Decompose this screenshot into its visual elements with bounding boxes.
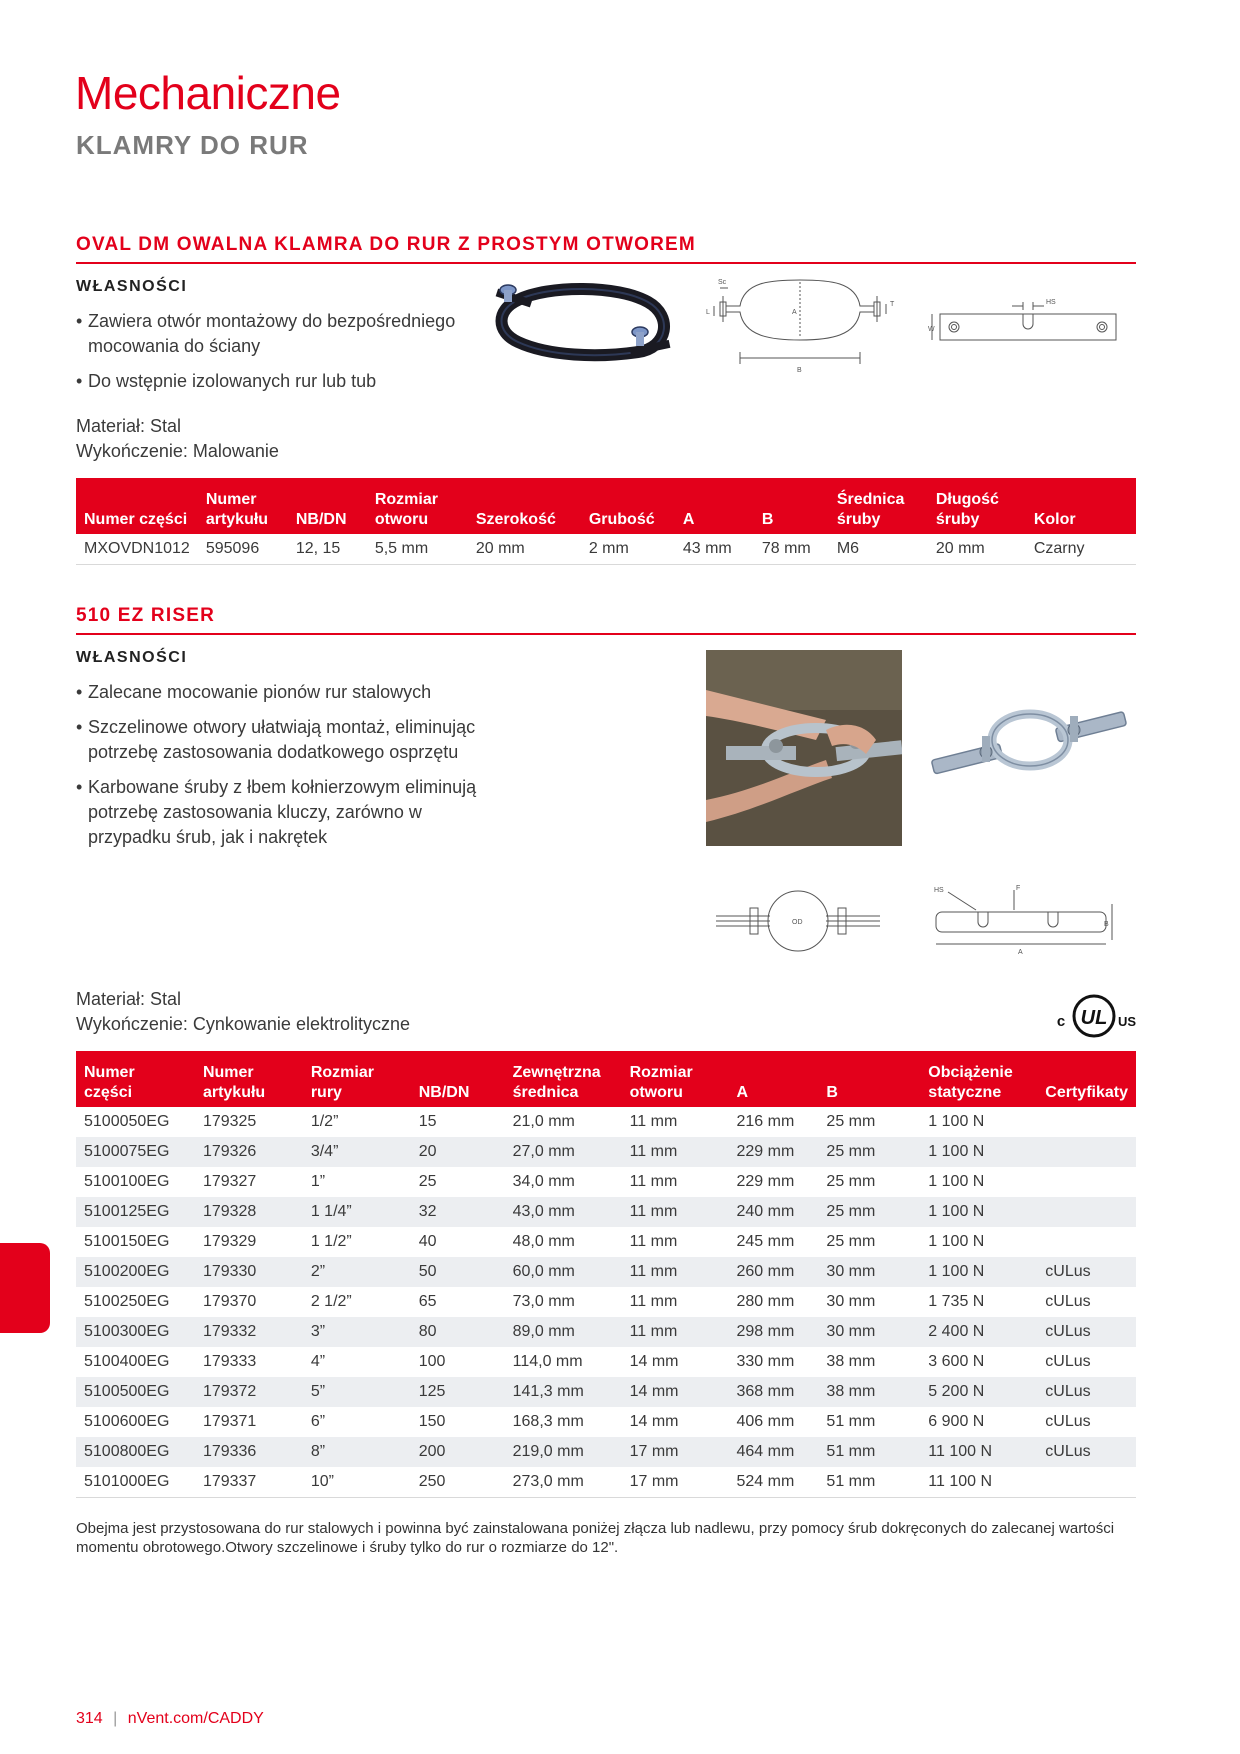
section1-properties-heading: WŁASNOŚCI (76, 278, 188, 295)
table-header: Obciążenie statyczne (920, 1051, 1037, 1107)
table-cell: 5100050EG (84, 1113, 170, 1130)
table-cell: 125 (411, 1377, 505, 1407)
table-cell: 240 mm (728, 1197, 818, 1227)
dim-label-hs: HS (934, 887, 944, 894)
footer-url[interactable]: nVent.com/CADDY (127, 1710, 264, 1727)
table-cell: cULus (1045, 1413, 1091, 1430)
table-cell: 1 735 N (928, 1293, 985, 1310)
table-cell: 43 mm (675, 534, 754, 565)
table-row (76, 1377, 1136, 1407)
page-subtitle: KLAMRY DO RUR (76, 130, 309, 160)
table-cell: 2 400 N (920, 1317, 1037, 1347)
dim-label-od: OD (792, 919, 803, 926)
page-title: Mechaniczne (75, 67, 341, 119)
table-cell: 25 (418, 1173, 437, 1190)
table-header: Zewnętrzna średnica (505, 1051, 622, 1107)
table-cell: cULus (1045, 1293, 1091, 1310)
table-cell: 2” (303, 1257, 411, 1287)
table-header: Numer artykułu (198, 478, 288, 534)
table-row (76, 1317, 1136, 1347)
table-row (76, 1407, 1136, 1437)
oval-clamp-front-drawing (700, 276, 900, 376)
table-cell: 5100300EG (76, 1317, 195, 1347)
table-cell: 524 mm (728, 1467, 818, 1498)
section1-finish: Wykończenie: Malowanie (76, 441, 279, 461)
table-row (76, 1107, 1136, 1137)
table-cell: 5” (303, 1377, 411, 1407)
riser-clamp-image (930, 700, 1130, 790)
table-cell: 200 (411, 1437, 505, 1467)
section1-rule (76, 262, 1136, 264)
oval-clamp-image (488, 280, 678, 365)
table-cell: 100 (418, 1353, 446, 1370)
table-row (76, 1437, 1136, 1467)
table-cell: 43,0 mm (505, 1197, 622, 1227)
section2-title: 510 EZ RISER (76, 605, 216, 626)
section2-properties-heading: WŁASNOŚCI (76, 649, 188, 666)
table-cell: 5101000EG (76, 1467, 195, 1498)
table-cell: 229 mm (728, 1137, 818, 1167)
table-row (76, 1467, 1136, 1498)
table-cell: 27,0 mm (505, 1137, 622, 1167)
table-cell: 229 mm (736, 1173, 795, 1190)
table-cell: cULus (1037, 1437, 1136, 1467)
table-cell: 51 mm (818, 1467, 920, 1498)
table-cell: 5100250EG (84, 1293, 170, 1310)
table-cell: 38 mm (818, 1377, 920, 1407)
table-cell: 219,0 mm (505, 1437, 622, 1467)
table-cell: 25 mm (826, 1173, 876, 1190)
section2-table-body (76, 1107, 1136, 1498)
table-cell: 406 mm (736, 1413, 795, 1430)
table-cell: 179337 (195, 1467, 303, 1498)
table-cell: 179325 (202, 1113, 257, 1130)
table-cell: 20 mm (928, 534, 1026, 565)
dim-label-a: A (1018, 949, 1023, 956)
table-cell: 280 mm (736, 1293, 795, 1310)
table-cell (1037, 1227, 1136, 1257)
table-cell: MXOVDN1012 (76, 534, 198, 565)
table-cell: 179327 (202, 1173, 257, 1190)
table-cell: 21,0 mm (512, 1113, 575, 1130)
table-cell: 3 600 N (928, 1353, 985, 1370)
section2-finish: Wykończenie: Cynkowanie elektrolityczne (76, 1014, 410, 1034)
table-cell: 5100075EG (76, 1137, 195, 1167)
dim-label-sc: Sc (718, 279, 727, 286)
section1-spec-table (76, 478, 1136, 565)
table-cell: cULus (1037, 1257, 1136, 1287)
table-cell: 30 mm (818, 1317, 920, 1347)
section1-bullet: • Do wstępnie izolowanych rur lub tub (76, 369, 496, 394)
table-cell: 179329 (202, 1233, 257, 1250)
table-cell: 25 mm (818, 1137, 920, 1167)
table-cell: 51 mm (826, 1413, 876, 1430)
table-row (76, 534, 1136, 565)
table-cell: 34,0 mm (512, 1173, 575, 1190)
c-mark: c (1056, 1013, 1066, 1030)
table-cell: 179370 (202, 1293, 257, 1310)
section2-material: Materiał: Stal (76, 989, 182, 1009)
table-cell: 1 1/2” (310, 1233, 352, 1250)
table-cell: 179336 (195, 1437, 303, 1467)
table-cell: 179328 (195, 1197, 303, 1227)
table-cell: 1 100 N (920, 1257, 1037, 1287)
riser-strap-drawing (928, 880, 1118, 960)
table-cell: 2 1/2” (310, 1293, 352, 1310)
table-cell: 11 mm (622, 1317, 729, 1347)
table-cell: 14 mm (629, 1353, 679, 1370)
table-header: Szerokość (468, 478, 581, 534)
table-cell: 1 100 N (920, 1137, 1037, 1167)
table-cell: cULus (1045, 1353, 1091, 1370)
table-cell: 73,0 mm (512, 1293, 575, 1310)
table-cell: 3/4” (303, 1137, 411, 1167)
table-cell: 114,0 mm (512, 1353, 583, 1370)
section2-bullet: • Szczelinowe otwory ułatwiają montaż, eliminując potrzebę zastosowania dodatkowego osprzętu (76, 715, 496, 765)
table-cell: cULus (1037, 1317, 1136, 1347)
dim-label-b: B (797, 367, 802, 374)
table-cell: 168,3 mm (512, 1413, 584, 1430)
section1-table-body (76, 534, 1136, 565)
page-number: 314 (76, 1710, 103, 1727)
table-cell: 11 mm (622, 1137, 729, 1167)
table-header: Średnica śruby (829, 478, 928, 534)
table-cell: 5,5 mm (367, 534, 468, 565)
table-cell: 5100800EG (76, 1437, 195, 1467)
table-cell: 1 100 N (920, 1197, 1037, 1227)
table-cell: 11 100 N (920, 1467, 1037, 1498)
table-cell: 150 (418, 1413, 446, 1430)
dim-label-l: L (706, 309, 710, 316)
dim-label-a: A (792, 309, 797, 316)
table-cell: 11 mm (629, 1293, 678, 1310)
table-cell (1037, 1137, 1136, 1167)
table-cell: 80 (411, 1317, 505, 1347)
table-cell: 38 mm (826, 1353, 876, 1370)
table-cell: 298 mm (728, 1317, 818, 1347)
table-cell: 89,0 mm (505, 1317, 622, 1347)
table-cell: 5100200EG (76, 1257, 195, 1287)
table-cell: 1 1/4” (303, 1197, 411, 1227)
table-cell: 1 100 N (928, 1173, 985, 1190)
table-cell: 216 mm (736, 1113, 795, 1130)
dim-label-t: T (890, 301, 895, 308)
table-header: Numer części (76, 1051, 195, 1107)
table-header: Numer artykułu (195, 1051, 303, 1107)
section2-bullet: • Zalecane mocowanie pionów rur stalowych (76, 680, 496, 705)
table-cell: 15 (418, 1113, 437, 1130)
table-header: NB/DN (288, 478, 367, 534)
table-header: NB/DN (411, 1051, 505, 1107)
table-cell: 5100150EG (84, 1233, 170, 1250)
table-cell: 1 100 N (928, 1233, 985, 1250)
culus-logo (1050, 992, 1140, 1040)
table-cell: 464 mm (728, 1437, 818, 1467)
table-header: Rozmiar otworu (367, 478, 468, 534)
table-cell: 17 mm (622, 1437, 729, 1467)
table-header: B (754, 478, 829, 534)
table-cell: 25 mm (818, 1197, 920, 1227)
section2-rule (76, 633, 1136, 635)
page-footer (76, 1710, 264, 1728)
table-row (76, 1227, 1136, 1257)
table-cell: 260 mm (728, 1257, 818, 1287)
table-cell: 5100400EG (84, 1353, 170, 1370)
table-cell: 273,0 mm (505, 1467, 622, 1498)
installation-photo (706, 650, 902, 846)
table-cell: 330 mm (736, 1353, 795, 1370)
table-row (76, 1347, 1136, 1377)
table-cell: 20 (411, 1137, 505, 1167)
table-header: A (728, 1051, 818, 1107)
table-cell: 179330 (195, 1257, 303, 1287)
table-cell: 179333 (202, 1353, 257, 1370)
table-cell: 5100125EG (76, 1197, 195, 1227)
table-header: Grubość (581, 478, 675, 534)
table-cell (1037, 1467, 1136, 1498)
table-cell: 51 mm (818, 1437, 920, 1467)
table-header: Rozmiar otworu (622, 1051, 729, 1107)
table-cell: 17 mm (622, 1467, 729, 1498)
table-cell: 595096 (198, 534, 288, 565)
table-cell: cULus (1037, 1377, 1136, 1407)
table-cell: 11 mm (622, 1197, 729, 1227)
table-cell: 14 mm (629, 1413, 679, 1430)
section1-title: OVAL DM OWALNA KLAMRA DO RUR Z PROSTYM OTWOREM (76, 234, 696, 255)
table-cell: 65 (418, 1293, 437, 1310)
table-row (76, 1287, 1136, 1317)
dim-label-w: W (928, 326, 935, 333)
table-cell: 5 200 N (920, 1377, 1037, 1407)
table-cell: 141,3 mm (505, 1377, 622, 1407)
dim-label-hs: HS (1046, 299, 1056, 306)
section1-material: Materiał: Stal (76, 416, 182, 436)
table-cell: 14 mm (622, 1377, 729, 1407)
table-cell: 6 900 N (928, 1413, 985, 1430)
section2-bullet: • Karbowane śruby z łbem kołnierzowym eliminują potrzebę zastosowania kluczy, zarówno w przypadku śrub, jak i nakrętek (76, 775, 496, 850)
table-cell: 32 (411, 1197, 505, 1227)
us-mark: US (1117, 1014, 1137, 1029)
section2-spec-table (76, 1051, 1136, 1498)
table-row (76, 1257, 1136, 1287)
table-cell (1037, 1197, 1136, 1227)
table-cell: 368 mm (728, 1377, 818, 1407)
table-cell: 10” (303, 1467, 411, 1498)
table-cell (1037, 1107, 1136, 1137)
table-header: A (675, 478, 754, 534)
table-cell: 245 mm (736, 1233, 795, 1250)
table-cell: 11 mm (622, 1257, 729, 1287)
table-cell (1037, 1167, 1136, 1197)
table-cell: 11 mm (629, 1113, 678, 1130)
section1-bullets (76, 309, 496, 404)
chapter-tab (0, 1243, 50, 1333)
dim-label-f: F (1016, 885, 1021, 892)
table-cell: 1 100 N (928, 1113, 985, 1130)
table-cell: 179332 (195, 1317, 303, 1347)
table-header: Rozmiar rury (303, 1051, 411, 1107)
table-cell: 5100500EG (76, 1377, 195, 1407)
table-cell: 30 mm (818, 1257, 920, 1287)
table-cell: 6” (310, 1413, 326, 1430)
section1-bullet: • Zawiera otwór montażowy do bezpośredniego mocowania do ściany (76, 309, 496, 359)
table-row (76, 1197, 1136, 1227)
table-cell: 48,0 mm (512, 1233, 575, 1250)
table-cell: 78 mm (754, 534, 829, 565)
table-header: Kolor (1026, 478, 1136, 534)
table-cell: 179371 (202, 1413, 257, 1430)
table-cell: 25 mm (826, 1113, 876, 1130)
table-row (76, 1167, 1136, 1197)
table-cell: 11 mm (629, 1233, 678, 1250)
table-cell: 11 mm (629, 1173, 678, 1190)
oval-clamp-strap-drawing (928, 296, 1128, 356)
table-cell: 50 (411, 1257, 505, 1287)
table-cell: M6 (829, 534, 928, 565)
table-cell: 250 (411, 1467, 505, 1498)
dim-label-b: B (1104, 921, 1109, 928)
table-header: Długość śruby (928, 478, 1026, 534)
table-cell: 25 mm (826, 1233, 876, 1250)
table-cell: 1/2” (310, 1113, 339, 1130)
table-cell: 5100600EG (84, 1413, 170, 1430)
riser-front-drawing (708, 886, 888, 956)
table-cell: 40 (418, 1233, 437, 1250)
table-cell: 179372 (195, 1377, 303, 1407)
table-header: Numer części (76, 478, 198, 534)
table-row (76, 1137, 1136, 1167)
table-cell: 11 100 N (920, 1437, 1037, 1467)
table-cell: 8” (303, 1437, 411, 1467)
footer-separator: | (113, 1710, 118, 1727)
table-cell: 30 mm (826, 1293, 876, 1310)
table-cell: 3” (303, 1317, 411, 1347)
table-cell: 20 mm (468, 534, 581, 565)
table-cell: 1” (310, 1173, 326, 1190)
table-header: Certyfikaty (1037, 1051, 1136, 1107)
table-cell: 5100100EG (84, 1173, 170, 1190)
section2-bullets (76, 680, 496, 860)
ul-mark: UL (1080, 1007, 1108, 1029)
table-cell: Czarny (1026, 534, 1136, 565)
table-cell: 179326 (195, 1137, 303, 1167)
table-cell: 60,0 mm (505, 1257, 622, 1287)
footnote: Obejma jest przystosowana do rur stalowych i powinna być zainstalowana poniżej złącza lub nadlewu, przy pomocy śrub dokręconych do zalecanej wartości momentu obrotowego.Otwory szczelinowe i śruby tylko do rur o rozmiarze do 12". (76, 1520, 1115, 1556)
table-header: B (818, 1051, 920, 1107)
table-cell: 4” (310, 1353, 326, 1370)
table-cell: 2 mm (581, 534, 675, 565)
table-cell: 12, 15 (288, 534, 367, 565)
